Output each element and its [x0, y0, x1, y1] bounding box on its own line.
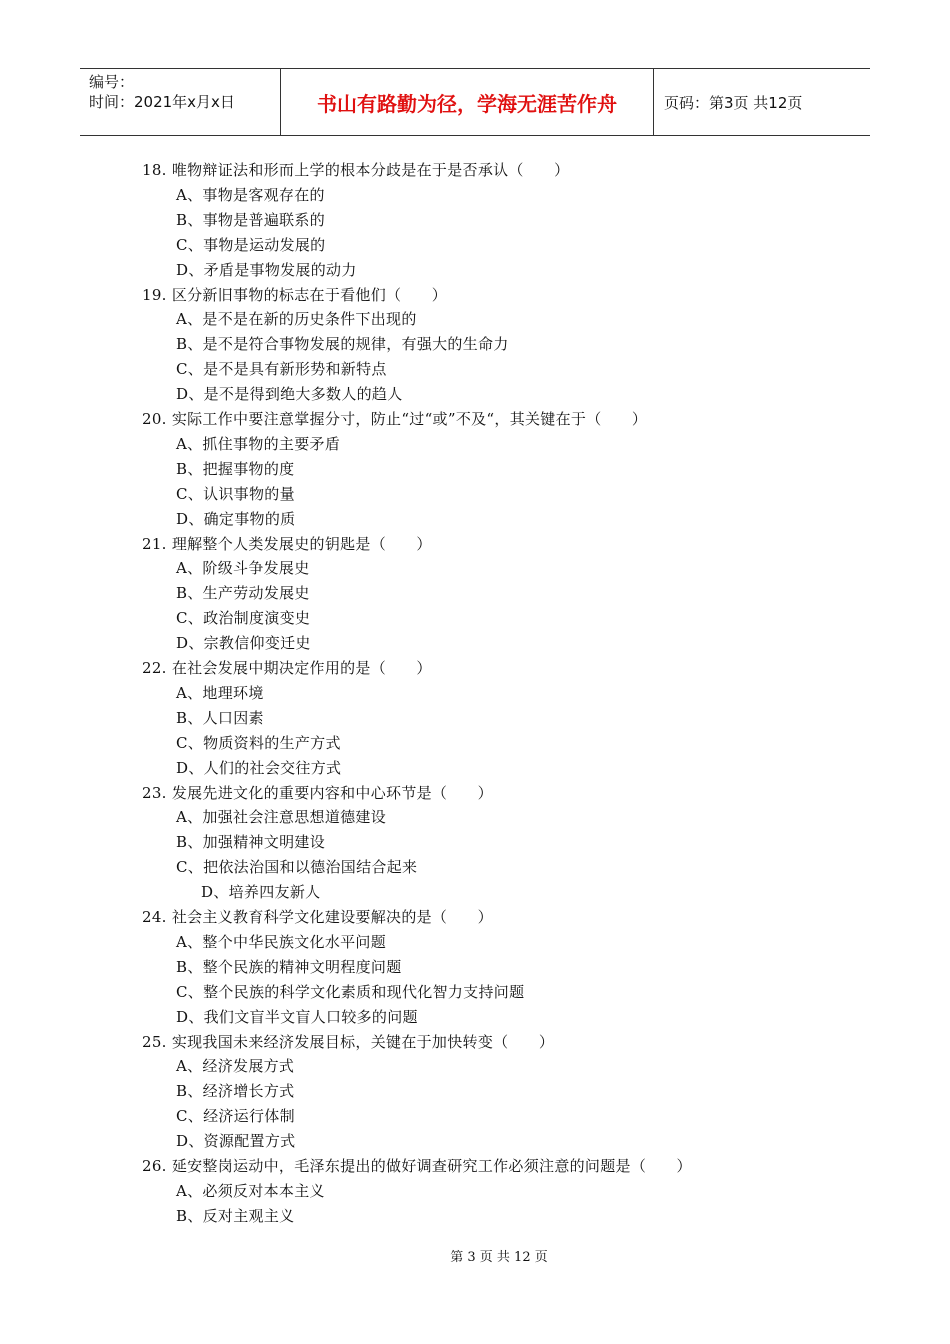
- answer-option: D、确定事物的质: [176, 509, 296, 528]
- answer-option: C、是不是具有新形势和新特点: [176, 360, 387, 379]
- header-motto: 书山有路勤为径，学海无涯苦作舟: [281, 69, 654, 135]
- answer-option: C、政治制度演变史: [176, 609, 311, 628]
- question-stem: 21. 理解整个人类发展史的钥匙是（ ）: [142, 534, 432, 553]
- answer-option: C、整个民族的科学文化素质和现代化智力支持问题: [176, 982, 525, 1001]
- answer-option: B、经济增长方式: [176, 1082, 295, 1101]
- answer-option: A、整个中华民族文化水平问题: [176, 932, 387, 951]
- question-stem: 25. 实现我国未来经济发展目标，关键在于加快转变（ ）: [142, 1032, 555, 1051]
- answer-option: C、把依法治国和以德治国结合起来: [176, 858, 418, 877]
- answer-option: D、是不是得到绝大多数人的趋人: [176, 385, 403, 404]
- answer-option: A、是不是在新的历史条件下出现的: [176, 310, 417, 329]
- question-stem: 23. 发展先进文化的重要内容和中心环节是（ ）: [142, 783, 493, 802]
- answer-option: D、矛盾是事物发展的动力: [176, 260, 357, 279]
- answer-option: B、人口因素: [176, 708, 264, 727]
- question-stem: 20. 实际工作中要注意掌握分寸，防止“过“或”不及“，其关键在于（ ）: [142, 410, 648, 428]
- answer-option: B、反对主观主义: [176, 1206, 295, 1225]
- answer-option: A、事物是客观存在的: [176, 185, 325, 204]
- answer-option: D、培养四友新人: [201, 883, 321, 902]
- question-stem: 22. 在社会发展中期决定作用的是（ ）: [142, 659, 432, 677]
- answer-option: A、地理环境: [176, 683, 264, 702]
- answer-option: A、必须反对本本主义: [176, 1181, 325, 1200]
- answer-option: C、事物是运动发展的: [176, 235, 326, 254]
- answer-option: A、抓住事物的主要矛盾: [176, 434, 341, 453]
- answer-option: C、认识事物的量: [176, 484, 295, 503]
- answer-option: D、宗教信仰变迁史: [176, 634, 311, 653]
- answer-option: A、阶级斗争发展史: [176, 559, 310, 578]
- question-stem: 26. 延安整岗运动中，毛泽东提出的做好调查研究工作必须注意的问题是（ ）: [142, 1157, 692, 1175]
- page-header: [80, 68, 870, 136]
- answer-option: B、把握事物的度: [176, 459, 295, 478]
- answer-option: A、加强社会注意思想道德建设: [176, 808, 387, 827]
- answer-option: D、我们文盲半文盲人口较多的问题: [176, 1007, 418, 1026]
- question-stem: 18. 唯物辩证法和形而上学的根本分歧是在于是否承认（ ）: [142, 161, 570, 179]
- header-page-info: 页码：第3页 共12页: [664, 93, 803, 112]
- answer-option: B、加强精神文明建设: [176, 833, 326, 852]
- answer-option: A、经济发展方式: [176, 1057, 295, 1076]
- answer-option: B、是不是符合事物发展的规律，有强大的生命力: [176, 335, 509, 354]
- page-footer: 第 3 页 共 12 页: [450, 1250, 548, 1265]
- question-stem: 19. 区分新旧事物的标志在于看他们（ ）: [142, 285, 448, 304]
- answer-option: D、人们的社会交往方式: [176, 758, 342, 777]
- answer-option: C、经济运行体制: [176, 1107, 295, 1126]
- answer-option: D、资源配置方式: [176, 1132, 296, 1151]
- document-date: 时间：2021年x月x日: [89, 93, 235, 111]
- document-number-label: 编号：: [89, 73, 135, 91]
- header-meta: [80, 69, 281, 135]
- answer-option: B、事物是普遍联系的: [176, 210, 326, 229]
- answer-option: C、物质资料的生产方式: [176, 733, 341, 752]
- question-stem: 24. 社会主义教育科学文化建设要解决的是（ ）: [142, 908, 493, 926]
- answer-option: B、整个民族的精神文明程度问题: [176, 957, 402, 976]
- answer-option: B、生产劳动发展史: [176, 584, 310, 603]
